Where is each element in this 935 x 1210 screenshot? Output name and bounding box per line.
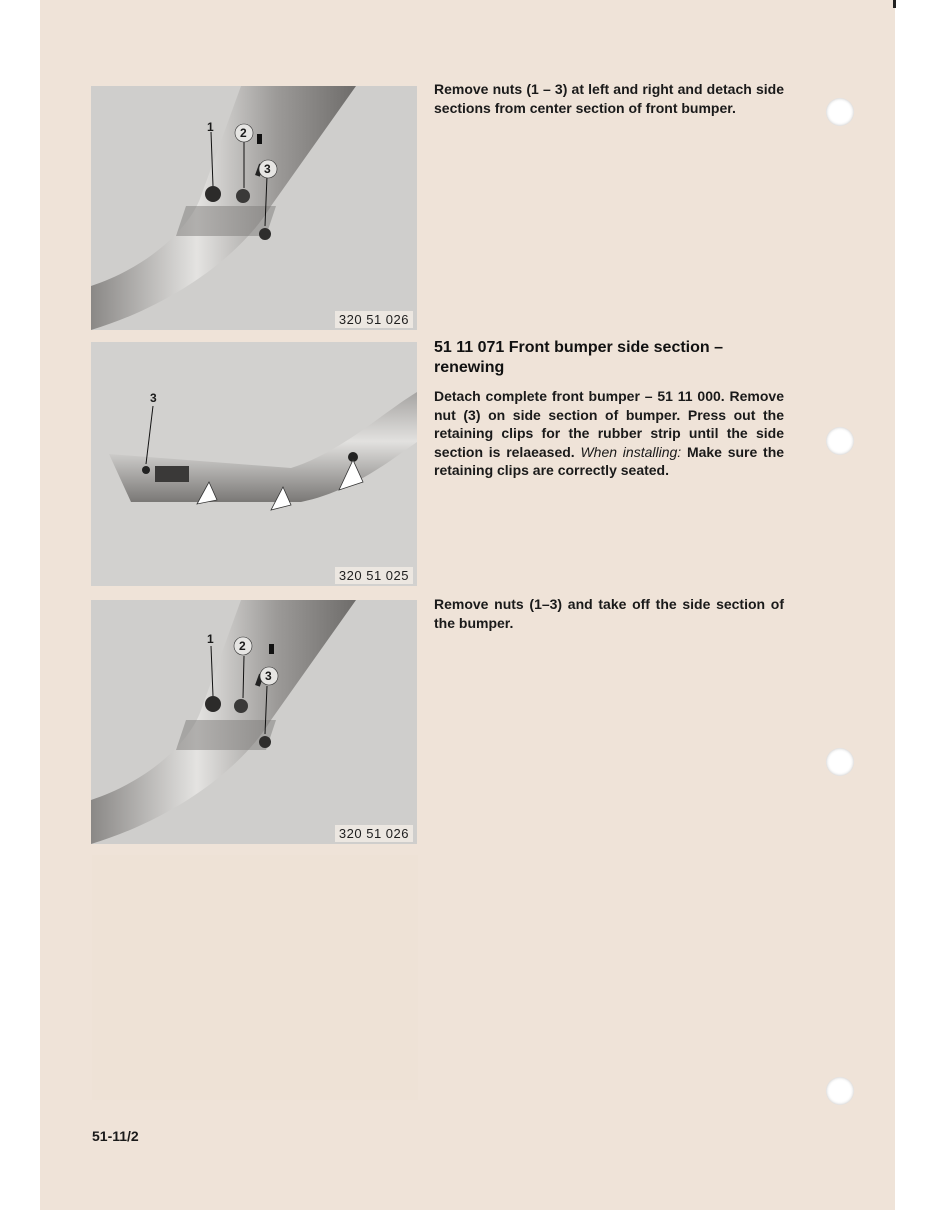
figure-3-photo [91, 600, 417, 844]
callout-3: 3 [150, 391, 157, 405]
figure-1-photo [91, 86, 417, 330]
figure-id: 320 51 026 [335, 311, 413, 328]
punch-hole [826, 98, 854, 126]
figure-id: 320 51 026 [335, 825, 413, 842]
section-1-text: Remove nuts (1 – 3) at left and right and detach side sections from center section of front bumper. [434, 81, 784, 116]
bumper-side-section-illustration [91, 342, 417, 586]
bumper-joint-illustration [91, 86, 417, 330]
figure-id: 320 51 025 [335, 567, 413, 584]
page-edge-mark [893, 0, 896, 8]
punch-hole [826, 427, 854, 455]
callout-3: 3 [265, 669, 272, 683]
callout-2: 2 [240, 126, 247, 140]
install-label: When installing: [580, 443, 682, 460]
section-2-instructions: Detach complete front bumper – 51 11 000. Remove nut (3) on side section of bumper. Press out the retaining clips for the rubber strip until the side section is relaeased. [434, 388, 784, 460]
page-number: 51-11/2 [92, 1128, 139, 1144]
section-2-heading: 51 11 071 Front bumper side section – renewing [434, 339, 723, 376]
callout-1: 1 [207, 120, 214, 134]
blank-figure-area [92, 855, 418, 1100]
callout-2: 2 [239, 639, 246, 653]
punch-hole [826, 1077, 854, 1105]
section-2-body [434, 387, 784, 480]
bumper-joint-illustration [91, 600, 417, 844]
punch-hole [826, 748, 854, 776]
install-text: Make sure the retaining clips are correctly seated. [434, 443, 785, 478]
section-3-text: Remove nuts (1–3) and take off the side section of the bumper. [434, 596, 784, 631]
figure-2-photo [91, 342, 417, 586]
callout-3: 3 [264, 162, 271, 176]
callout-1: 1 [207, 632, 214, 646]
